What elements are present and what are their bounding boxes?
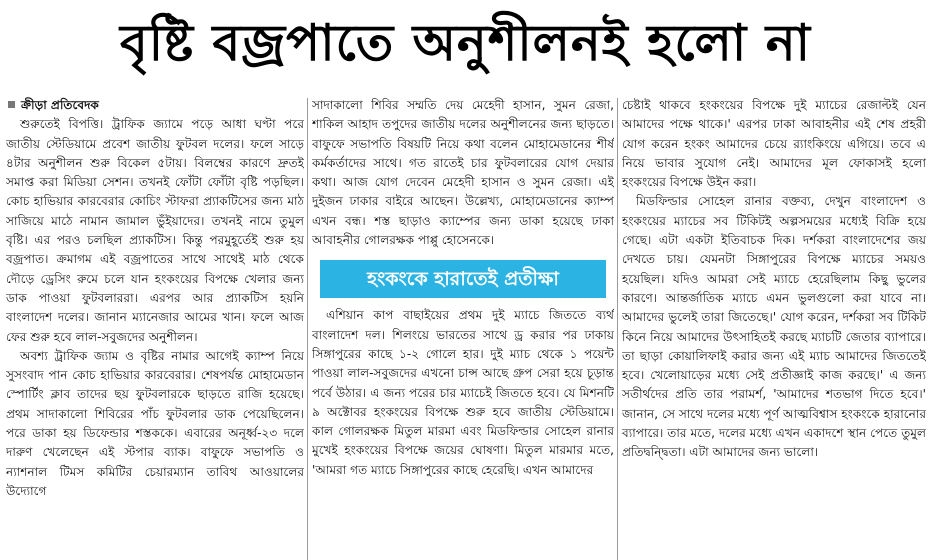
subheading-banner: হংকংকে হারাতেই প্রতীক্ষা: [320, 260, 606, 298]
article-column-3: [622, 96, 926, 560]
article-column-1: [6, 96, 304, 560]
column-divider: [307, 98, 308, 560]
square-bullet-icon: [8, 101, 15, 108]
headline: বৃষ্টি বজ্রপাতে অনুশীলনই হলো না: [119, 14, 812, 72]
column-divider: [617, 98, 618, 560]
paragraph: এশিয়ান কাপ বাছাইয়ের প্রথম দুই ম্যাচে জিততে ব্যর্থ বাংলাদেশ দল। শিলংয়ে ভারতের সাথে ড্র করার পর ঢাকায় সিঙ্গাপুরের কাছে ১-২ গোলে হার। দুই ম্যাচ থেকে ১ পয়েন্ট পাওয়া লাল-সবুজদের এখনো চান্স আছে গ্রুপ সেরা হয়ে চূড়ান্ত পর্বে উঠার। এ জন্য পরের চার ম্যাচেই জিততে হবে। যে মিশনটি ৯ অক্টোবর হংকংয়ের বিপক্ষে শুরু হবে জাতীয় স্টেডিয়ামে। কাল গোলরক্ষক মিতুল মারমা এবং মিডফিল্ডার সোহেল রানার মুখেই হংকংয়ের বিপক্ষে জয়ের ঘোষণা। মিতুল মারমার মতে, 'আমরা গত ম্যাচে সিঙ্গাপুরের কাছে হেরেছি। এখন আমাদের: [312, 308, 614, 477]
byline: [6, 96, 304, 115]
paragraph: চেষ্টাই থাকবে হংকংয়ের বিপক্ষে দুই ম্যাচের রেজাল্টই যেন আমাদের পক্ষে থাকে।' এরপর ঢাকা আবাহনীর এই শেষ প্রহরী যোগ করেন হংকং আমাদের চেয়ে র‌্যাংকিংয়ে এগিয়ে। তবে এ নিয়ে ভাবার সুযোগ নেই। আমাদের মূল ফোকাসই হলো হংকংয়ের বিপক্ষে উইন করা।: [622, 98, 926, 190]
paragraph: শুরুতেই বিপত্তি। ট্রাফিক জ্যামে পড়ে আধা ঘণ্টা পরে জাতীয় স্টেডিয়ামে প্রবেশ জাতীয় ফুটবল দলের। ফলে সাড়ে ৪টার অনুশীলন শুরু বিকেল ৫টায়। বিলম্বের কারণে দ্রুতই সমাপ্ত করা মিডিয়া সেশন। তখনই ফোঁটা ফোঁটা বৃষ্টি পড়ছিল। কোচ হাভিয়ার কারবেরার কোচিং স্টাফরা প্র্যাকটিসের জন্য মাঠ সাজিয়ে মাঠে নামান জামাল ভুঁইয়াদের। তখনই নামে তুমুল বৃষ্টি। এর পরও চলছিল প্র্যাকটিস। কিন্তু পরমুহূর্তেই শুরু হয় বজ্রপাত। ক্রমাগম এই বজ্রপাতের সাথে সাথেই মাঠ থেকে দৌড়ে ড্রেসিং রুমে চলে যান হংকংয়ের বিপক্ষে খেলার জন্য ডাক পাওয়া ফুটবলাররা। এরপর আর প্র্যাকটিস হয়নি বাংলাদেশ দলের। জানান ম্যানেজার আমের খান। ফলে আজ ফের শুরু হবে লাল-সবুজদের অনুশীলন।: [6, 117, 304, 344]
paragraph: মিডফিল্ডার সোহেল রানার বক্তব্য, দেখুন বাংলাদেশ ও হংকংয়ের ম্যাচের সব টিকিটই অল্পসময়ের মধ্যেই বিক্রি হয়ে গেছে। এটা একটা ইতিবাচক দিক। দর্শকরা বাংলাদেশের জয় দেখতে চায়। যেমনটা সিঙ্গাপুরের বিপক্ষে ম্যাচের সময়ও হয়েছিল। যদিও আমরা সেই ম্যাচে হেরেছিলাম কিছু ভুলের কারণে। আন্তর্জাতিক ম্যাচে এমন ভুলগুলো করা যাবে না। আমাদের ভুলেই তারা জিতেছে।' যোগ করেন, দর্শকরা সব টিকিট কিনে নিয়ে আমাদের উৎসাহিতই করছে ম্যাচটি জেতার ব্যাপারে। তা ছাড়া কোয়ালিফাই করার জন্য এই ম্যাচ আমাদের জিততেই হবে। খেলোয়াড়ের মধ্যে সেই প্রতীজ্ঞাই কাজ করছে।' এ জন্য সতীর্থদের প্রতি তার পরামর্শ, 'আমাদের শতভাগ দিতে হবে।' জানান, সে সাথে দলের মধ্যে পূর্ণ আত্মবিশ্বাস হংকংকে হারানোর ব্যাপারে। তার মতে, দলের মধ্যে এখন একাদশে স্থান পেতে তুমুল প্রতিদ্বন্দ্বিতা। এটা আমাদের জন্য ভালো।: [622, 194, 926, 460]
paragraph: সাদাকালো শিবির সম্মতি দেয় মেহেদী হাসান, সুমন রেজা, শাকিল আহাদ তপুদের জাতীয় দলের অনুশীলনের জন্য ছাড়তে। বাফুফে সভাপতি বিষয়টি নিয়ে কথা বলেন মোহামেডানের শীর্ষ কর্মকর্তাদের সাথে। গত রাতেই চার ফুটবলারের যোগ দেয়ার কথা। আজ যোগ দেবেন মেহেদী হাসান ও সুমন রেজা। এই দুইজন ঢাকার বাইরে আছেন। উল্লেখ্য, মোহামেডানের ক্যাম্প এখন বন্ধ। শস্ত ছাড়াও ক্যাম্পের জন্য ডাকা হয়েছে ঢাকা আবাহনীর গোলরক্ষক পাপ্পু হোসেনকে।: [312, 98, 614, 248]
paragraph: অবশ্য ট্রাফিক জ্যাম ও বৃষ্টির নামার আগেই ক্যাম্প নিয়ে সুসংবাদ পান কোচ হাভিয়ার কারবেরার। শেষপর্যন্ত মোহামেডান স্পোর্টিং ক্লাব তাদের ছয় ফুটবলারকে ছাড়তে রাজি হয়েছে। প্রথম সাদাকালো শিবিরের পাঁচ ফুটবলার ডাক পেয়েছিলেন। পরে ডাকা হয় ডিফেন্ডার শস্তককে। এবারের অনূর্ধ্ব-২৩ দলে দারুণ খেলেছেন এই স্টপার ব্যাক। বাফুফে সভাপতি ও ন্যাশনাল টিমস কমিটির চেয়ারম্যান তাবিথ আওয়ালের উদ্যোগে: [6, 348, 304, 498]
byline-text: ক্রীড়া প্রতিবেদক: [21, 98, 99, 112]
article-column-2: [312, 96, 614, 560]
